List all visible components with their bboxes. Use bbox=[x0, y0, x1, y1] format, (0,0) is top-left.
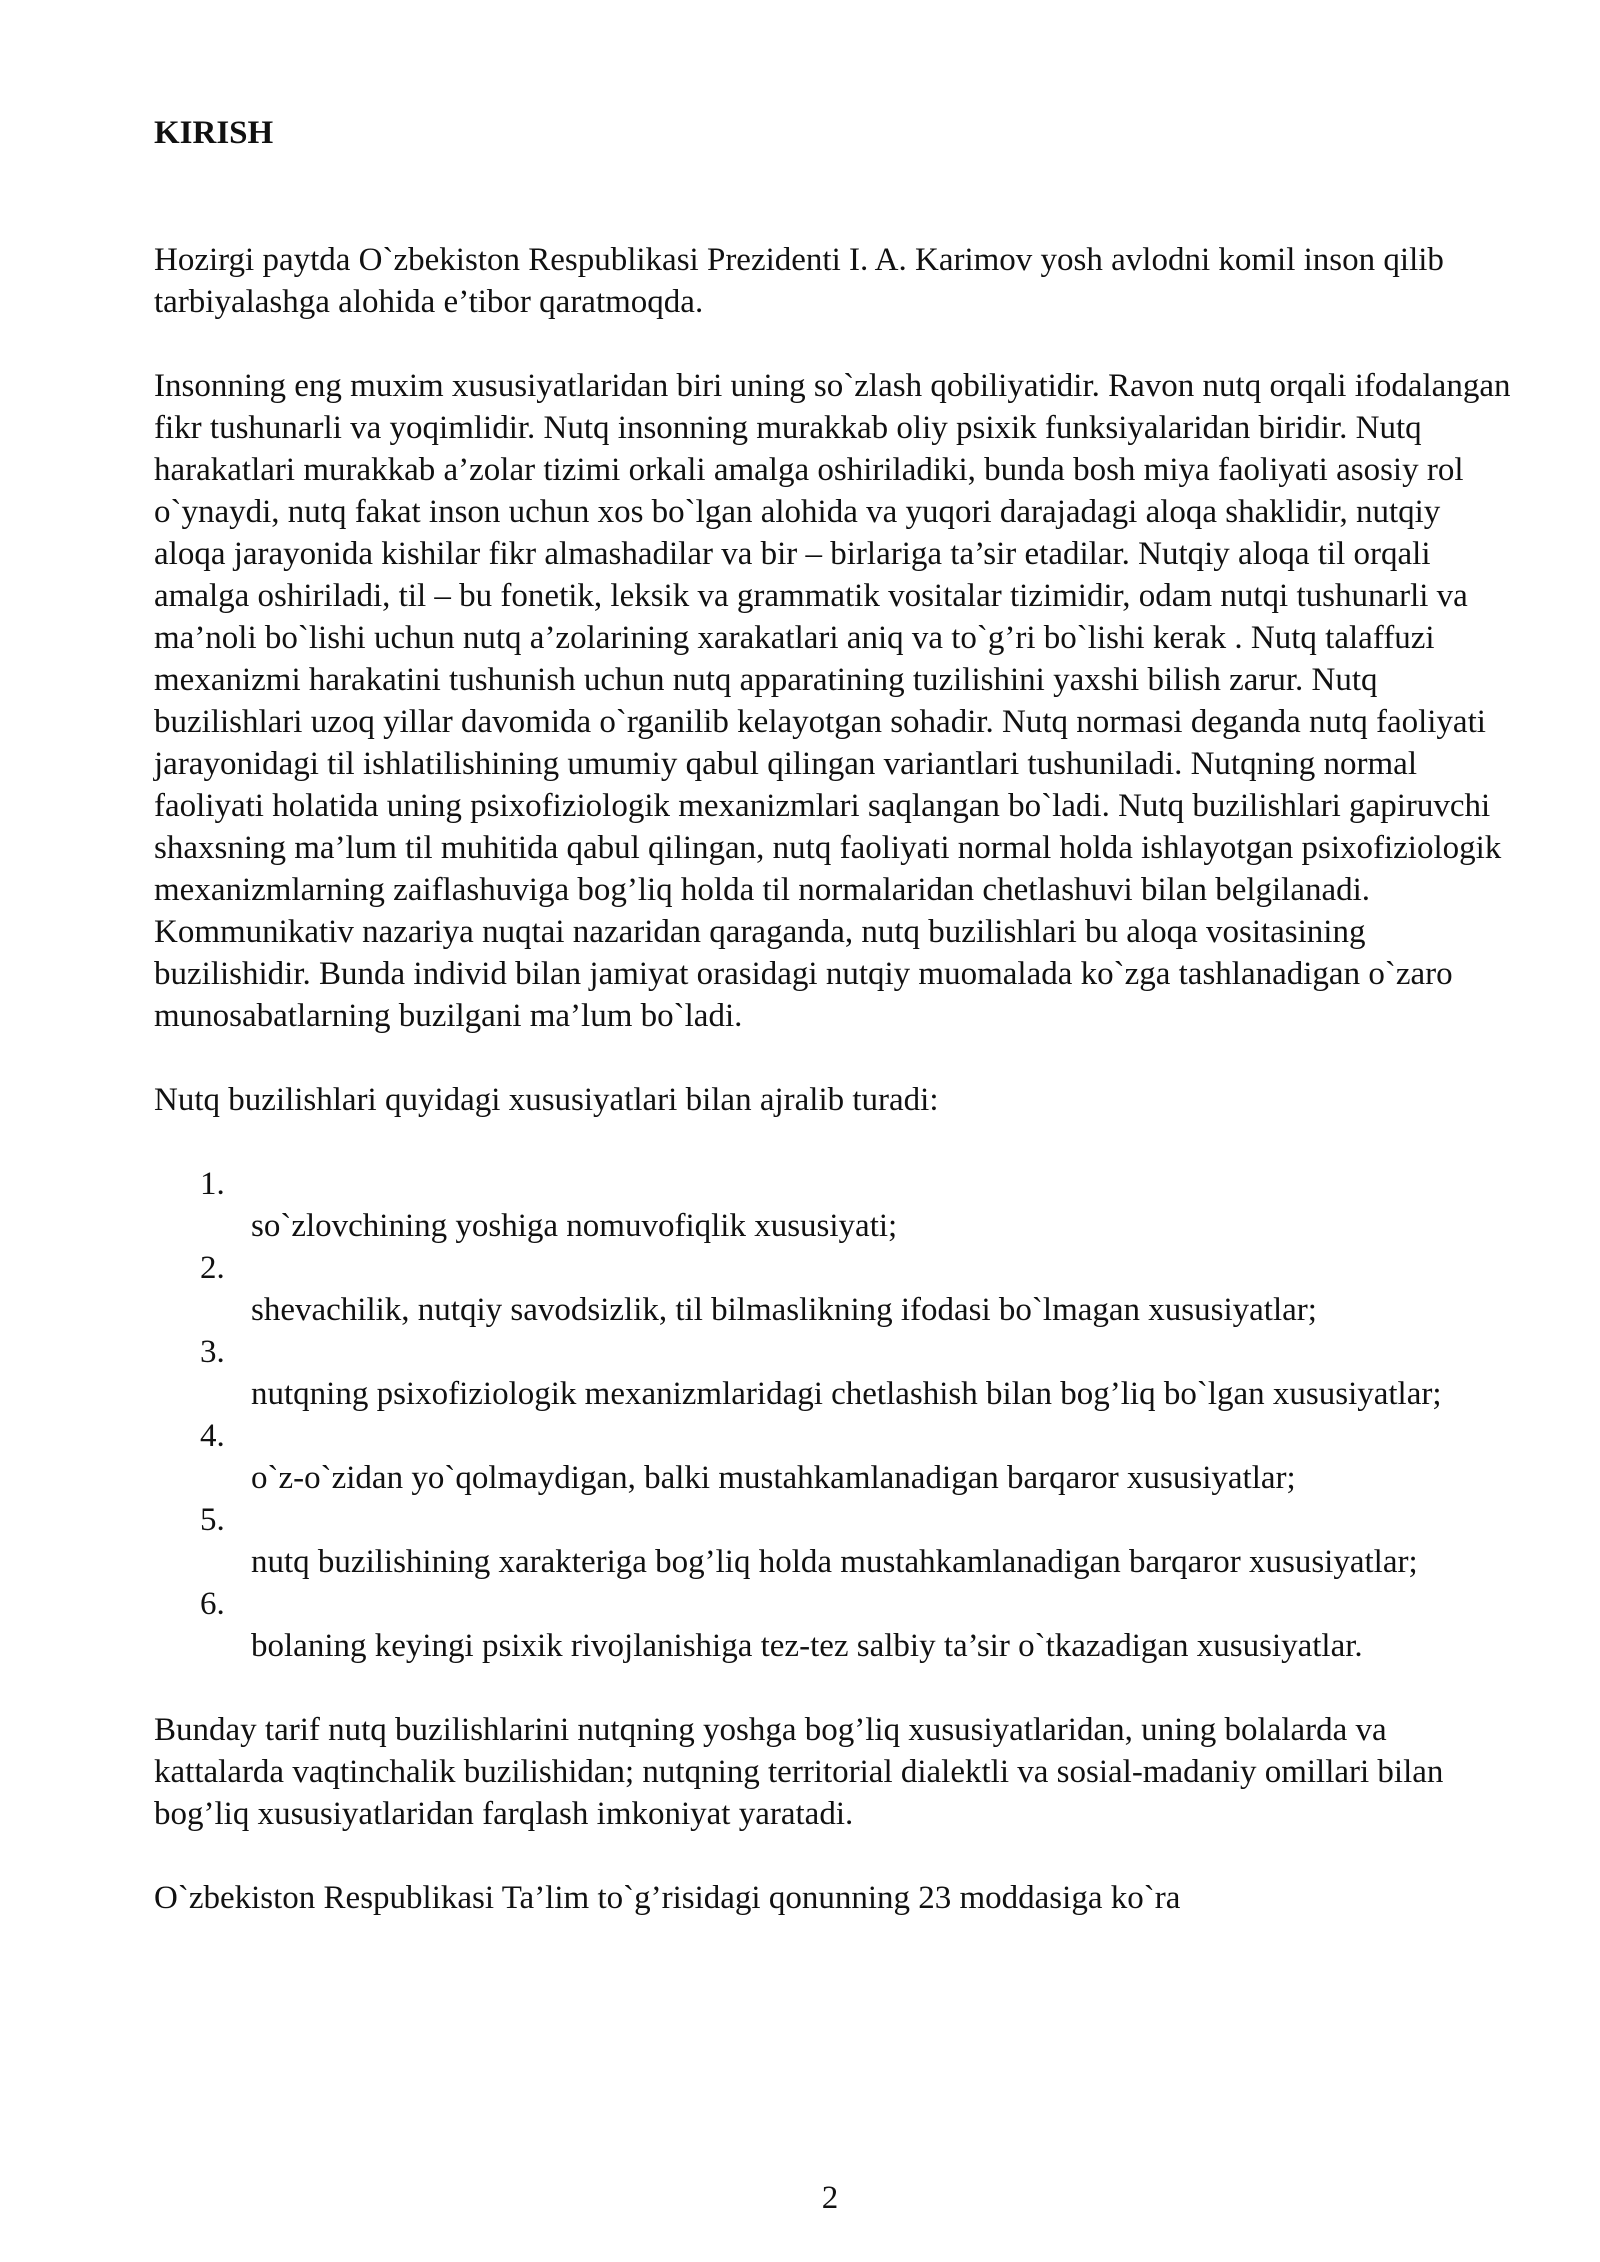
paragraph-definition: Bunday tarif nutq buzilishlarini nutqning yoshga bog’liq xususiyatlaridan, uning bolalarda va kattalarda vaqtinchalik buzilishidan; nutqning territorial dialektli va sosial-madaniy omillari bilan bog’liq xususiyatlaridan farqlash imkoniyat yaratadi. bbox=[154, 1712, 1444, 1832]
list-item bbox=[154, 1247, 1514, 1331]
list-item bbox=[154, 1499, 1514, 1583]
page-heading: KIRISH bbox=[154, 115, 274, 151]
list-item bbox=[154, 1583, 1514, 1667]
features-list bbox=[154, 1163, 1514, 1667]
list-item bbox=[154, 1415, 1514, 1499]
document-page bbox=[154, 112, 1514, 1961]
list-item-text: nutq buzilishining xarakteriga bog’liq holda mustahkamlanadigan barqaror xususiyatlar; bbox=[251, 1544, 1418, 1580]
paragraph-main: Insonning eng muxim xususiyatlaridan biri uning so`zlash qobiliyatidir. Ravon nutq orqali ifodalangan fikr tushunarli va yoqimlidir. Nutq insonning murakkab oliy psixik funksiyalaridan biridir. Nutq harakatlari murakkab a’zolar tizimi orkali amalga oshiriladiki, bunda bosh miya faoliyati asosiy rol o`ynaydi, nutq fakat inson uchun xos bo`lgan alohida va yuqori darajadagi aloqa shaklidir, nutqiy aloqa jarayonida kishilar fikr almashadilar va bir – birlariga ta’sir etadilar. Nutqiy aloqa til orqali amalga oshiriladi, til – bu fonetik, leksik va grammatik vositalar tizimidir, odam nutqi tushunarli va ma’noli bo`lishi uchun nutq a’zolarining xarakatlari aniq va to`g’ri bo`lishi kerak . Nutq talaffuzi mexanizmi harakatini tushunish uchun nutq apparatining tuzilishini yaxshi bilish zarur. Nutq buzilishlari uzoq yillar davomida o`rganilib kelayotgan sohadir. Nutq normasi deganda nutq faoliyati jarayonidagi til ishlatilishining umumiy qabul qilingan variantlari tushuniladi. Nutqning normal faoliyati holatida uning psixofiziologik mexanizmlari saqlangan bo`ladi. Nutq buzilishlari gapiruvchi shaxsning ma’lum til muhitida qabul qilingan, nutq faoliyati normal holda ishlayotgan psixofiziologik mexanizmlarning zaiflashuviga bog’liq holda til normalaridan chetlashuvi bilan belgilanadi. Kommunikativ nazariya nuqtai nazaridan qaraganda, nutq buzilishlari bu aloqa vositasining buzilishidir. Bunda individ bilan jamiyat orasidagi nutqiy muomalada ko`zga tashlanadigan o`zaro munosabatlarning buzilgani ma’lum bo`ladi. bbox=[154, 368, 1511, 1034]
list-item-number: 3. bbox=[200, 1334, 225, 1370]
list-item-number: 5. bbox=[200, 1502, 225, 1538]
list-item-number: 6. bbox=[200, 1586, 225, 1622]
paragraph-list-intro: Nutq buzilishlari quyidagi xususiyatlari bilan ajralib turadi: bbox=[154, 1082, 939, 1118]
list-item-text: shevachilik, nutqiy savodsizlik, til bilmaslikning ifodasi bo`lmagan xususiyatlar; bbox=[251, 1292, 1317, 1328]
paragraph-intro: Hozirgi paytda O`zbekiston Respublikasi Prezidenti I. A. Karimov yosh avlodni komil inson qilib tarbiyalashga alohida e’tibor qaratmoqda. bbox=[154, 242, 1444, 320]
list-item-text: nutqning psixofiziologik mexanizmlaridagi chetlashish bilan bog’liq bo`lgan xususiyatlar; bbox=[251, 1376, 1442, 1412]
list-item-text: bolaning keyingi psixik rivojlanishiga tez-tez salbiy ta’sir o`tkazadigan xususiyatlar. bbox=[251, 1628, 1363, 1664]
list-item bbox=[154, 1163, 1514, 1247]
paragraph-law: O`zbekiston Respublikasi Ta’lim to`g’risidagi qonunning 23 moddasiga ko`ra bbox=[154, 1880, 1181, 1916]
list-item-text: so`zlovchining yoshiga nomuvofiqlik xususiyati; bbox=[251, 1208, 898, 1244]
list-item-number: 2. bbox=[200, 1250, 225, 1286]
page-number: 2 bbox=[821, 2180, 839, 2216]
list-item bbox=[154, 1331, 1514, 1415]
list-item-number: 4. bbox=[200, 1418, 225, 1454]
list-item-number: 1. bbox=[200, 1166, 225, 1202]
list-item-text: o`z-o`zidan yo`qolmaydigan, balki mustahkamlanadigan barqaror xususiyatlar; bbox=[251, 1460, 1296, 1496]
